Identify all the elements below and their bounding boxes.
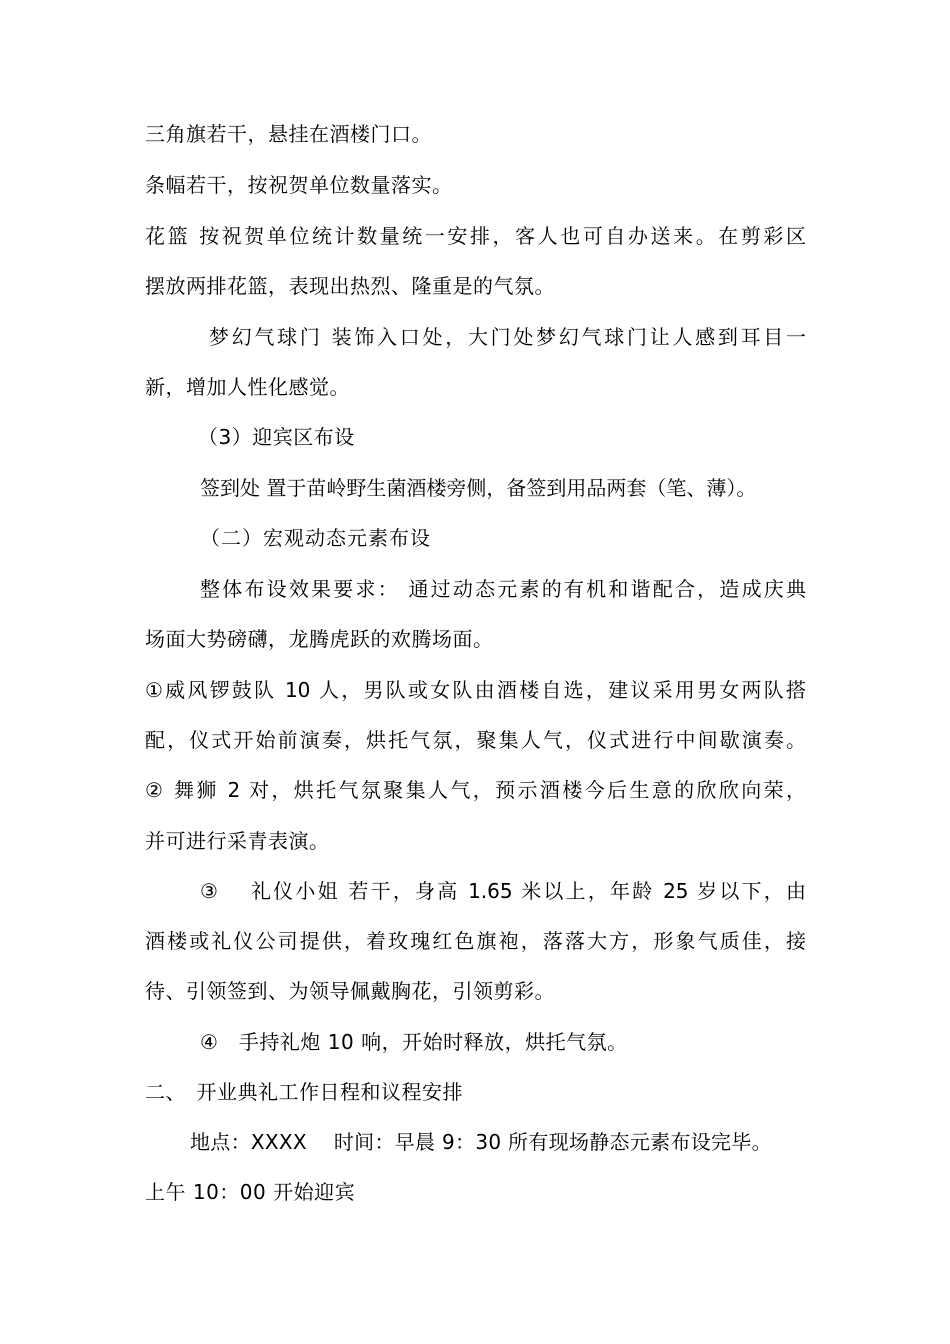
text-line: 签到处 置于苗岭野生菌酒楼旁侧，备签到用品两套（笔、薄）。: [200, 476, 757, 500]
text-line: ② 舞狮 2 对，烘托气氛聚集人气，预示酒楼今后生意的欣欣向荣，: [145, 778, 806, 802]
text-line: 三角旗若干，悬挂在酒楼门口。: [145, 122, 432, 146]
text-line: 整体布设效果要求： 通过动态元素的有机和谐配合，造成庆典: [200, 577, 806, 601]
text-line: 新，增加人性化感觉。: [145, 375, 350, 399]
text-line: 场面大势磅礴，龙腾虎跃的欢腾场面。: [145, 627, 494, 651]
text-line: 梦幻气球门 装饰入口处，大门处梦幻气球门让人感到耳目一: [209, 325, 806, 349]
section-heading: （二）宏观动态元素布设: [200, 526, 431, 550]
text-line: 并可进行采青表演。: [145, 829, 330, 853]
text-line: 配，仪式开始前演奏，烘托气氛，聚集人气，仪式进行中间歇演奏。: [145, 728, 806, 752]
text-line: ①威风锣鼓队 10 人，男队或女队由酒楼自选，建议采用男女两队搭: [145, 678, 806, 702]
text-line: 花篮 按祝贺单位统计数量统一安排，客人也可自办送来。在剪彩区: [145, 224, 806, 248]
section-heading: 二、 开业典礼工作日程和议程安排: [145, 1080, 463, 1104]
text-line: 条幅若干，按祝贺单位数量落实。: [145, 173, 453, 197]
text-line: ④ 手持礼炮 10 响，开始时释放，烘托气氛。: [200, 1030, 628, 1054]
text-line: ③ 礼仪小姐 若干，身高 1.65 米以上，年龄 25 岁以下，由: [200, 879, 806, 903]
text-line: 摆放两排花篮，表现出热烈、隆重是的气氛。: [145, 274, 555, 298]
text-line: 待、引领签到、为领导佩戴胸花，引领剪彩。: [145, 979, 555, 1003]
section-heading: （3）迎宾区布设: [198, 425, 355, 449]
text-line: 上午 10：00 开始迎宾: [145, 1180, 356, 1204]
text-line: 地点：XXXX 时间：早晨 9：30 所有现场静态元素布设完毕。: [190, 1130, 772, 1154]
text-line: 酒楼或礼仪公司提供，着玫瑰红色旗袍，落落大方，形象气质佳，接: [145, 929, 806, 953]
